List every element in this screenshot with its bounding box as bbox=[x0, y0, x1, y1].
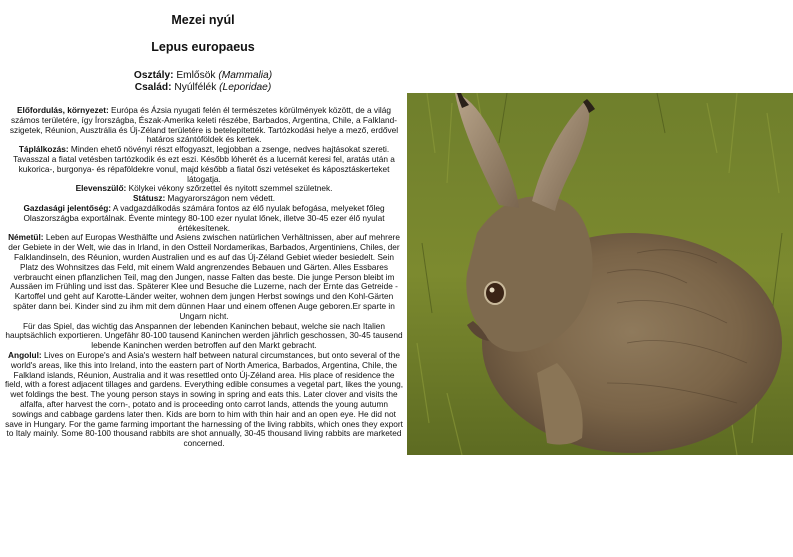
birth-text: Kölykei vékony szőrzettel és nyitott szemmel születnek. bbox=[126, 183, 333, 194]
class-line bbox=[0, 70, 406, 82]
class-label: Osztály: bbox=[133, 70, 174, 81]
family-line bbox=[0, 82, 406, 94]
economy-text: A vadgazdálkodás számára fontos az élő nyulak befogása, melyeket főleg Olaszországba exportálnak. Évente mintegy 80-100 ezer nyulat lőnek, illetve 30-45 ezer élő nyulat értékesítenek. bbox=[23, 202, 385, 233]
status-text: Magyarországon nem védett. bbox=[165, 193, 276, 204]
status-label: Státusz: bbox=[132, 193, 166, 204]
food-label: Táplálkozás: bbox=[18, 144, 69, 155]
description-text bbox=[4, 106, 404, 449]
taxonomy-block bbox=[0, 70, 406, 94]
birth-label: Elevenszülő: bbox=[75, 183, 127, 194]
hare-illustration bbox=[407, 93, 793, 455]
occurrence-text: Európa és Ázsia nyugati felén él természetes körülmények között, de a világ számos területére, így Írországba, Észak-Amerika keleti részébe, Barbados, Argentina, Chile, a Falkland-szigetek, Réunion, Ausztrália és Új-Zéland területére is betelepítették. Tartózkodási helye a mező, erdővel határos szántóföldek és kertek. bbox=[9, 105, 399, 145]
english-paragraph bbox=[4, 351, 404, 449]
english-text: Lives on Europe's and Asia's western half between natural circumstances, but onto several of the world's areas, like this into Ireland, into the eastern part of North America, Barbados, Argentina, Chile, the Falkland islands, Réunion, Australia and it was resettled onto Új-Zéland area. His place of residence the field, with a forest adjacent tillages and gardens. Everything edible consumes a vegetal part, likes the young, wet foldings the best. The young person stays in sowing in spring and eats this. Later clover and visits the alfalfa, after harvest the corn-, potato and is proceeding onto carrot lands, attends the young autumn sowings and cabbage gardens later then. Kids are born to him with thin hair and an open eye. He did not save in Hungary. For the game farming important the harnessing of the living rabbits, which ones they export to Italy mainly. Some 80-100 thousand rabbits are shot annually, 30-45 thousand living rabbits are marketed concerned. bbox=[4, 349, 404, 449]
occurrence-label: Előfordulás, környezet: bbox=[17, 105, 109, 115]
german-label: Németül: bbox=[8, 232, 44, 243]
family-value: Nyúlfélék bbox=[174, 82, 217, 93]
page-title: Mezei nyúl bbox=[171, 13, 235, 27]
economy-label: Gazdasági jelentőség: bbox=[23, 202, 112, 213]
family-label: Család: bbox=[134, 82, 172, 93]
latin-name: Lepus europaeus bbox=[151, 40, 255, 54]
german-paragraph bbox=[4, 233, 404, 321]
english-label: Angolul: bbox=[8, 349, 42, 360]
food-paragraph bbox=[4, 145, 404, 184]
family-latin: (Leporidae) bbox=[219, 82, 272, 93]
hare-eye bbox=[485, 282, 505, 304]
class-latin: (Mammalia) bbox=[218, 70, 273, 81]
class-value: Emlősök bbox=[176, 70, 216, 81]
eye-highlight bbox=[490, 288, 495, 293]
economy-paragraph bbox=[4, 204, 404, 233]
occurrence-paragraph bbox=[4, 106, 404, 145]
food-text: Minden ehető növényi részt elfogyaszt, legjobban a zsenge, nedves hajtásokat szereti. Tavasszal a fiatal vetésben tartózkodik és ezt eszi. Később lóherét és a lucernát keresi fel, aratás után a kukorica-, burgonya- és répaföldekre vonul, majd később a fiatal őszi vetéseket és káposztáskerteket látogatja. bbox=[13, 144, 395, 184]
hare-photo bbox=[407, 93, 793, 455]
german-text: Leben auf Europas Westhälfte und Asiens zwischen natürlichen Verhältnissen, aber auf mehrere der Gebiete in der Welt, wie das in Irland, in den Ostteil Nordamerikas, Barbados, Argentiniens, Chiles, der Falklandinseln, des Réunion, wurden Australien und es auf das Új-Zéland Gebiet wieder besiedelt. Sein Platz des Wohnsitzes das Feld, mit einem Wald angrenzendes Bebauen und Gärten. Alles Essbares verbraucht einen pflanzlichen Teil, mag den Jungen, nasse Falten das beste. Die junge Person bleibt im Aussäen im Frühling und isst das. Späterer Klee und Besuche die Luzerne, nach der Ernte das Getreide - Kartoffel und geht auf Karotte-Länder weiter, wohnen dem jungen Herbst sowings und den Kohl-Gärten später dann bei. Kinder sind zu ihm mit dem dünnen Haar und einem offenen Auge geboren.Er sparte in Ungarn nicht. bbox=[8, 232, 400, 321]
german-paragraph-2: Für das Spiel, das wichtig das Anspannen der lebenden Kaninchen bebaut, welche sie nach Italien hauptsächlich exportieren. Ungefähr 80-100 tausend Kaninchen werden jährlich geschossen, 30-45 tausend lebende Kaninchen werden betroffen auf den Markt gebracht. bbox=[5, 320, 403, 351]
